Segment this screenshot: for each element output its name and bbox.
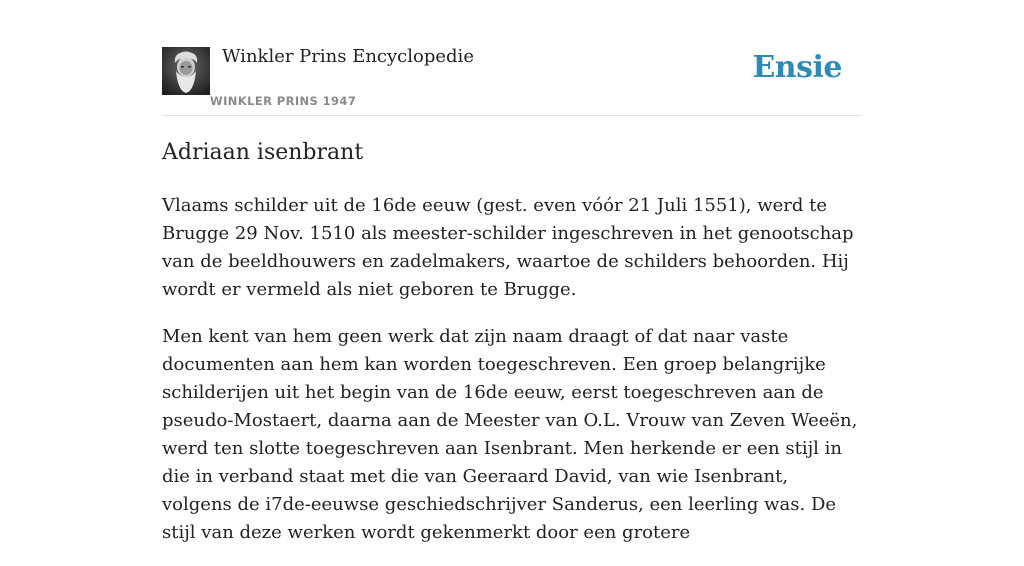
source-header (162, 0, 862, 116)
article-title: Adriaan isenbrant (162, 140, 364, 165)
article-paragraph: Vlaams schilder uit de 16de eeuw (gest. even vóór 21 Juli 1551), werd te Brugge 29 Nov. 1510 als meester-schilder ingeschreven in het genootschap van de beeldhouwers en zadelmakers, waartoe de schilders behoorden. Hij wordt er vermeld als niet geboren te Brugge. (162, 195, 854, 300)
source-avatar[interactable] (162, 47, 210, 95)
ensie-logo-link[interactable]: Ensie (752, 50, 842, 85)
article-paragraph: Men kent van hem geen werk dat zijn naam draagt of dat naar vaste documenten aan hem kan worden toegeschreven. Een groep belangrijke schilderijen uit het begin van de 16de eeuw, eerst toegeschreven aan de pseudo-Mostaert, daarna aan de Meester van O.L. Vrouw van Zeven Weeën, werd ten slotte toegeschreven aan Isenbrant. Men herkende er een stijl in die in verband staat met die van Geeraard David, van wie Isenbrant, volgens de i7de-eeuwse geschiedschrijver Sanderus, een leerling was. De stijl van deze werken wordt gekenmerkt door een grotere (162, 326, 858, 543)
bearded-man-portrait-icon (162, 47, 210, 95)
article-body (162, 192, 862, 566)
content-container (162, 0, 862, 543)
source-title[interactable]: Winkler Prins Encyclopedie (222, 46, 474, 67)
source-edition-label[interactable]: WINKLER PRINS 1947 (210, 94, 357, 108)
